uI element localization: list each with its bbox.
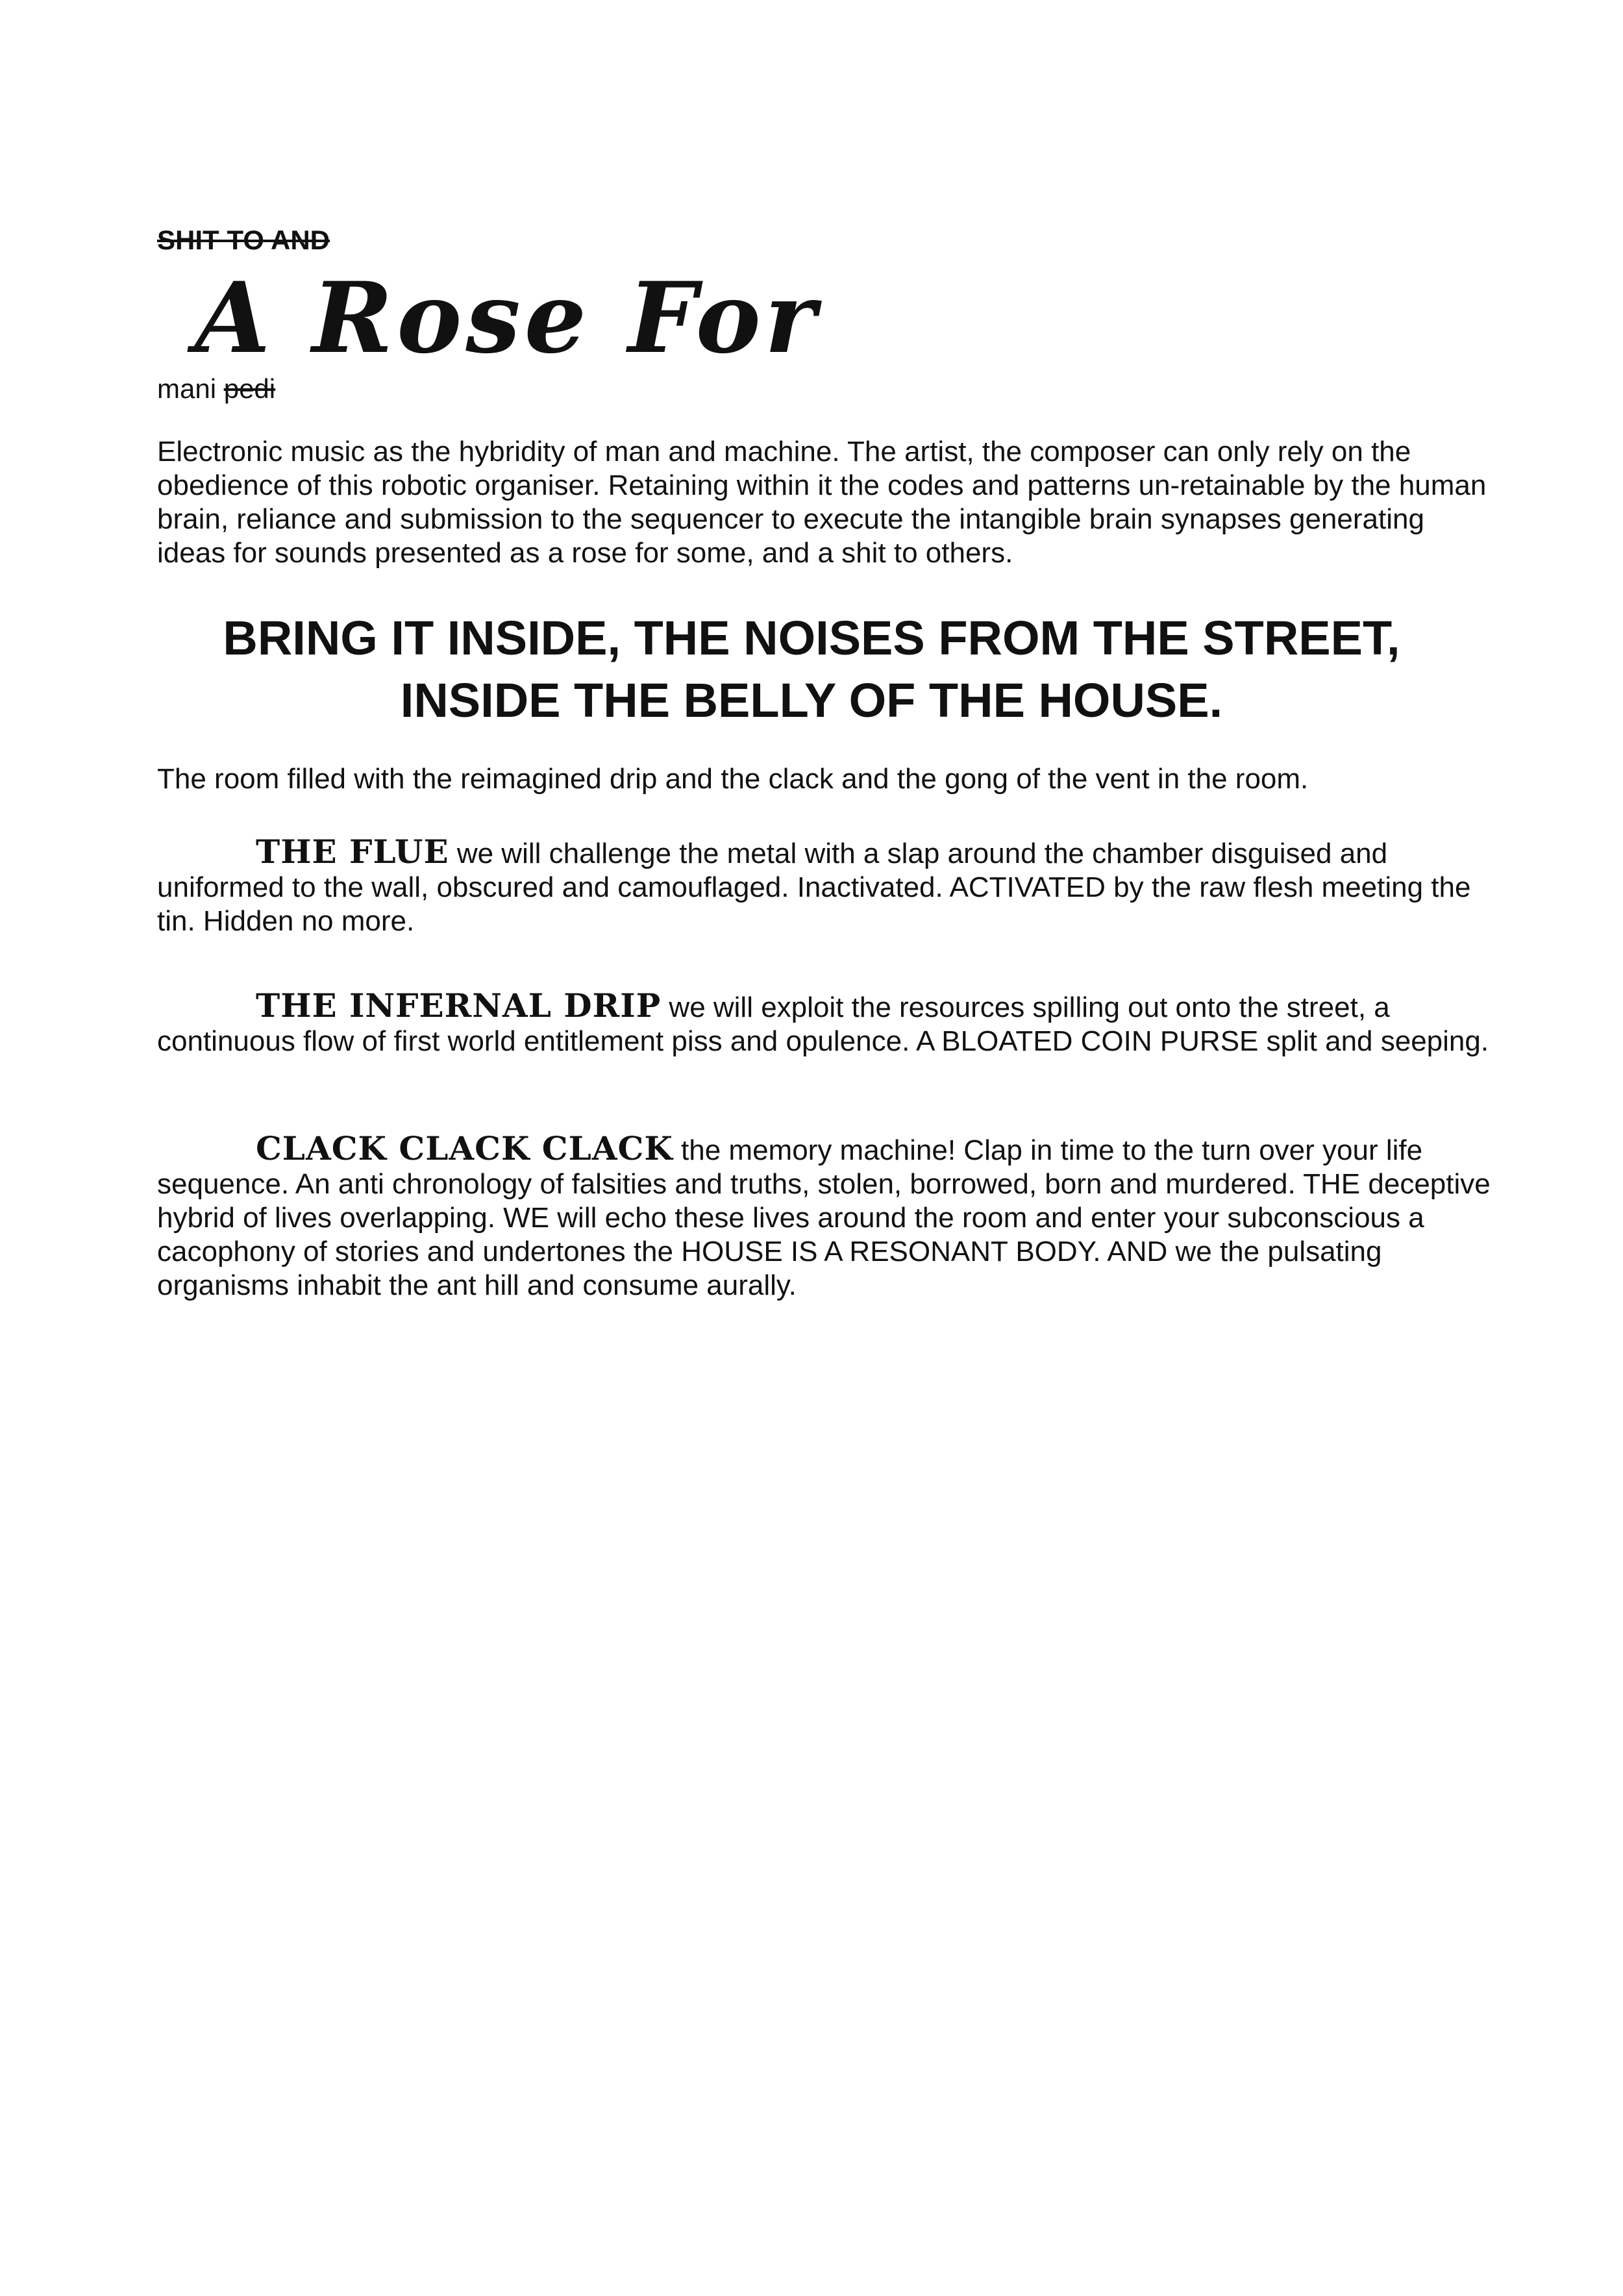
struck-heading: SHIT TO AND <box>157 225 330 255</box>
drip-text: we will exploit the resources spilling out onto the street, a continuous flow of first world entitlement piss and opulence. A BLOATED COIN PURSE split and seeping. <box>157 992 1489 1057</box>
document-title: A Rose For <box>195 261 820 375</box>
drip-lead: THE INFERNAL DRIP <box>256 986 662 1025</box>
headline-line-2: INSIDE THE BELLY OF THE HOUSE. <box>400 673 1223 727</box>
room-line: The room filled with the reimagined drip and the clack and the gong of the vent in the room. <box>157 763 1309 795</box>
drip-paragraph <box>157 986 1494 1058</box>
clack-lead: CLACK CLACK CLACK <box>256 1129 673 1167</box>
subtitle-line <box>157 373 1494 405</box>
headline-line-1: BRING IT INSIDE, THE NOISES FROM THE STREET, <box>223 611 1400 665</box>
headline <box>97 607 1526 732</box>
flue-lead: THE FLUE <box>256 832 449 871</box>
clack-text: the memory machine! Clap in time to the turn over your life sequence. An anti chronology of falsities and truths, stolen, borrowed, born and murdered. THE deceptive hybrid of lives overlapping. WE will echo these lives around the room and enter your subconscious a cacophony of stories and undertones the HOUSE IS A RESONANT BODY. AND we the pulsating organisms inhabit the ant hill and consume aurally. <box>157 1134 1491 1301</box>
intro-paragraph: Electronic music as the hybridity of man and machine. The artist, the composer can only rely on the obedience of this robotic organiser. Retaining within it the codes and patterns un-retainable by the human brain, reliance and submission to the sequencer to execute the intangible brain synapses generating ideas for sounds presented as a rose for some, and a shit to others. <box>157 436 1487 569</box>
subtitle-struck: pedi <box>223 373 276 404</box>
flue-paragraph <box>157 832 1494 938</box>
flue-text: we will challenge the metal with a slap around the chamber disguised and uniformed to the wall, obscured and camouflaged. Inactivated. ACTIVATED by the raw flesh meeting the tin. Hidden no more. <box>157 838 1471 937</box>
subtitle-plain: mani <box>157 373 217 404</box>
clack-paragraph <box>157 1129 1494 1303</box>
